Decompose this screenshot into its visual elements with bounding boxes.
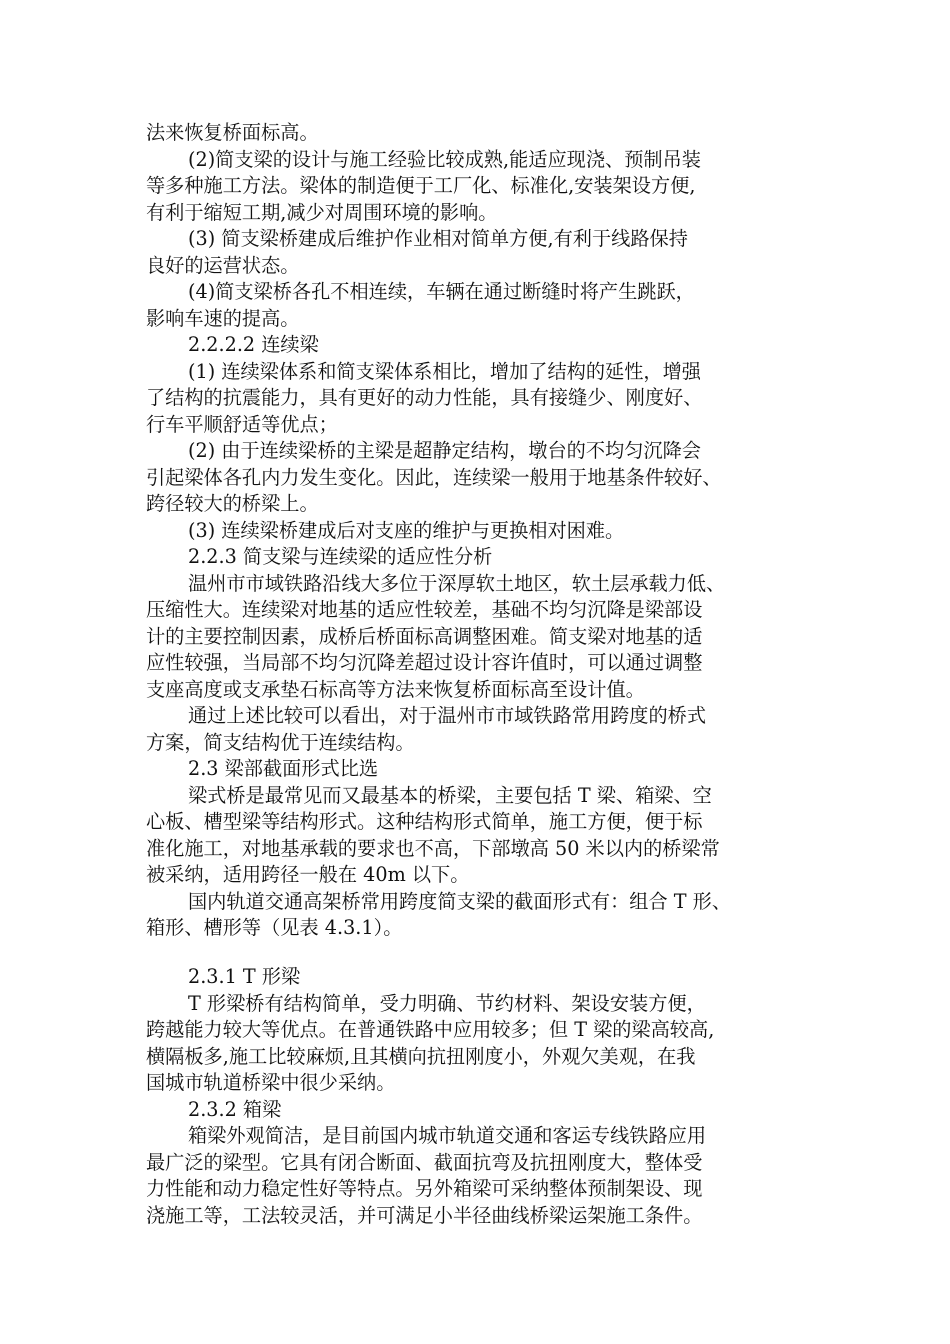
text-line: 方案，简支结构优于连续结构。 — [146, 730, 415, 754]
text-line: 2.2.2.2 连续梁 — [188, 333, 319, 356]
text-line: 压缩性大。连续梁对地基的适应性较差，基础不均匀沉降是梁部设 — [146, 598, 703, 621]
text-line: 2.2.3 简支梁与连续梁的适应性分析 — [188, 545, 493, 568]
text-line: 影响车速的提高。 — [146, 306, 300, 330]
text-line: 国城市轨道桥梁中很少采纳。 — [146, 1071, 396, 1094]
text-line: T 形梁桥有结构简单，受力明确、节约材料、架设安装方便， — [188, 991, 706, 1015]
text-line: 法来恢复桥面标高。 — [146, 121, 319, 144]
text-line: (3) 简支梁桥建成后维护作业相对简单方便,有利于线路保持 — [188, 227, 688, 250]
text-line: 国内轨道交通高架桥常用跨度简支梁的截面形式有：组合 T 形、 — [188, 889, 732, 913]
text-line: 良好的运营状态。 — [146, 253, 300, 277]
text-line: 等多种施工方法。梁体的制造便于工厂化、标准化,安装架设方便, — [146, 174, 696, 197]
text-line: 箱形、槽形等（见表 4.3.1）。 — [146, 916, 403, 939]
text-line: 跨越能力较大等优点。在普通铁路中应用较多；但 T 梁的梁高较高, — [146, 1018, 715, 1041]
text-line: 2.3.1 T 形梁 — [188, 965, 301, 988]
text-line: 准化施工，对地基承载的要求也不高，下部墩高 50 米以内的桥梁常 — [146, 836, 720, 860]
text-line: 被采纳，适用跨径一般在 40m 以下。 — [146, 863, 470, 886]
text-line: 应性较强，当局部不均匀沉降差超过设计容许值时，可以通过调整 — [146, 651, 703, 674]
text-block-lower — [146, 964, 826, 1229]
text-line: (2) 由于连续梁桥的主梁是超静定结构，墩台的不均匀沉降会 — [188, 439, 701, 462]
text-line: 力性能和动力稳定性好等特点。另外箱梁可采纳整体预制架设、现 — [146, 1177, 703, 1200]
text-line: 行车平顺舒适等优点； — [146, 412, 338, 436]
text-line: (3) 连续梁桥建成后对支座的维护与更换相对困难。 — [188, 518, 625, 542]
text-line: 横隔板多,施工比较麻烦,且其横向抗扭刚度小，外观欠美观，在我 — [146, 1044, 696, 1068]
text-line: 引起梁体各孔内力发生变化。因此，连续梁一般用于地基条件较好、 — [146, 465, 722, 489]
text-line: 2.3.2 箱梁 — [188, 1097, 282, 1121]
text-line: 有利于缩短工期,减少对周围环境的影响。 — [146, 200, 498, 224]
text-line: 心板、槽型梁等结构形式。这种结构形式简单，施工方便，便于标 — [146, 810, 703, 833]
text-line: 计的主要控制因素，成桥后桥面标高调整困难。简支梁对地基的适 — [146, 624, 703, 648]
text-line: 2.3 梁部截面形式比选 — [188, 757, 379, 780]
text-line: (2)简支梁的设计与施工经验比较成熟,能适应现浇、预制吊装 — [188, 147, 701, 171]
document-page — [146, 0, 826, 1344]
text-line: 跨径较大的桥梁上。 — [146, 492, 319, 515]
text-line: 温州市市域铁路沿线大多位于深厚软土地区，软土层承载力低、 — [188, 571, 726, 595]
text-line: 最广泛的梁型。它具有闭合断面、截面抗弯及抗扭刚度大，整体受 — [146, 1150, 703, 1174]
text-line: 了结构的抗震能力，具有更好的动力性能，具有接缝少、刚度好、 — [146, 386, 703, 409]
text-line: (1) 连续梁体系和简支梁体系相比，增加了结构的延性，增强 — [188, 359, 701, 383]
text-line: (4)简支梁桥各孔不相连续，车辆在通过断缝时将产生跳跃， — [188, 280, 695, 303]
text-line: 箱梁外观简洁，是目前国内城市轨道交通和客运专线铁路应用 — [188, 1124, 707, 1147]
text-line: 梁式桥是最常见而又最基本的桥梁，主要包括 T 梁、箱梁、空 — [188, 783, 712, 807]
text-line: 通过上述比较可以看出，对于温州市市域铁路常用跨度的桥式 — [188, 704, 707, 727]
text-block-upper — [146, 120, 826, 942]
text-line: 支座高度或支承垫石标高等方法来恢复桥面标高至设计值。 — [146, 677, 645, 701]
text-line: 浇施工等，工法较灵活，并可满足小半径曲线桥梁运架施工条件。 — [146, 1203, 703, 1227]
